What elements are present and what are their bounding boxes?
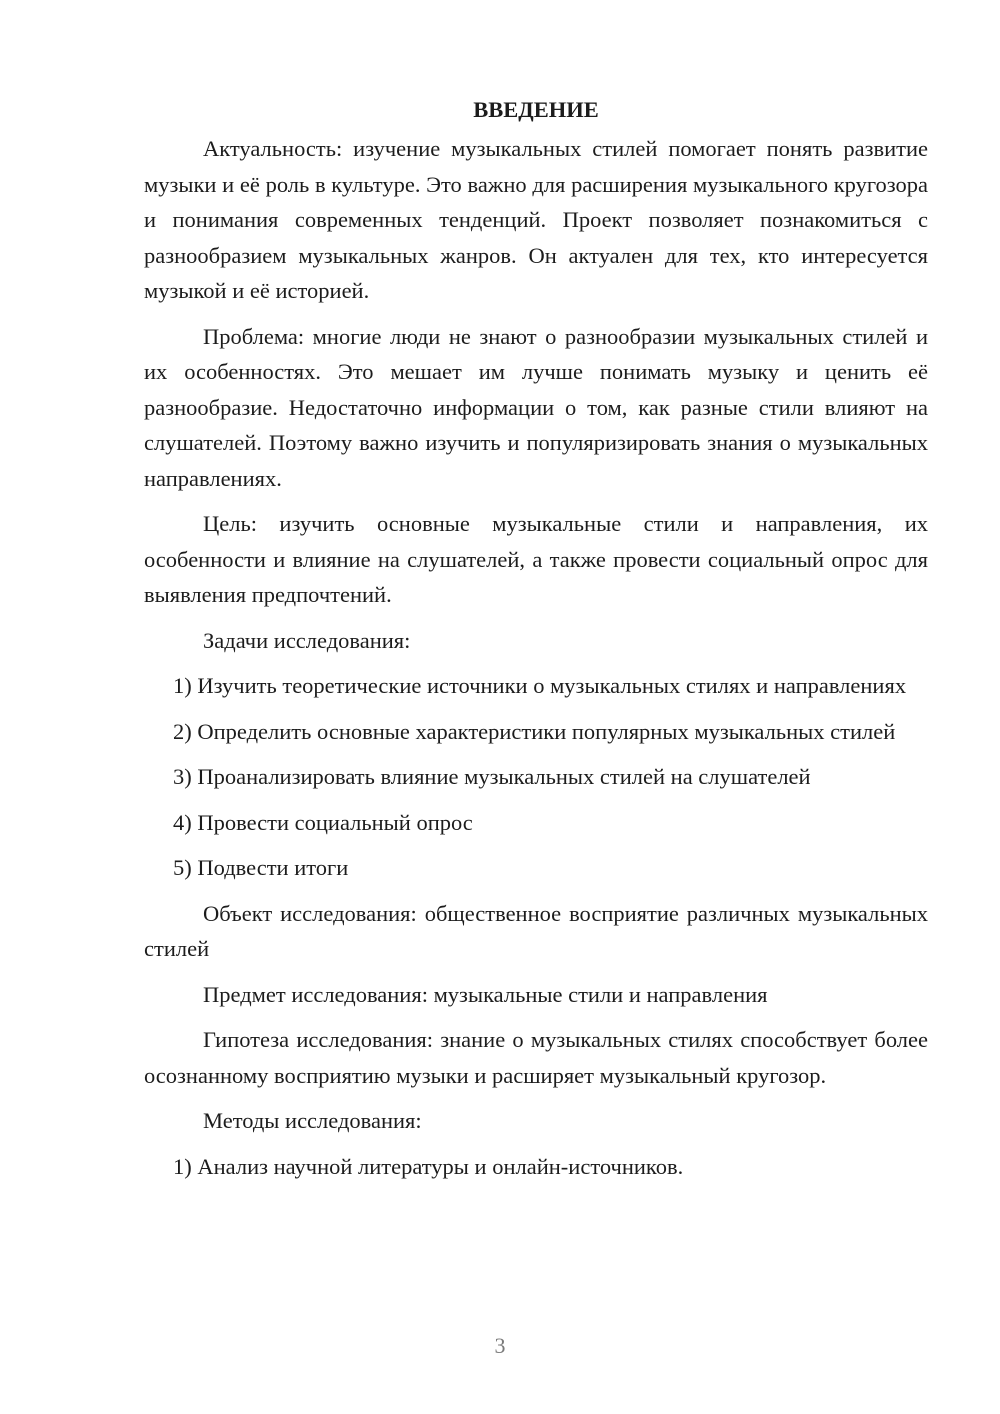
methods-heading: Методы исследования:: [203, 1108, 422, 1133]
method-item-1: 1) Анализ научной литературы и онлайн-источников.: [173, 1153, 684, 1179]
task-item-3: 3) Проанализировать влияние музыкальных стилей на слушателей: [173, 764, 811, 789]
task-item-1: 1) Изучить теоретические источники о музыкальных стилях и направлениях: [173, 673, 907, 698]
subject-paragraph: Предмет исследования: музыкальные стили и направления: [203, 981, 768, 1007]
page-title: ВВЕДЕНИЕ: [473, 97, 599, 122]
object-paragraph: Объект исследования: общественное восприятие различных музыкальных стилей: [144, 900, 928, 961]
task-item-2: 2) Определить основные характеристики популярных музыкальных стилей: [173, 718, 896, 744]
task-item-5: 5) Подвести итоги: [173, 855, 349, 880]
relevance-paragraph: Актуальность: изучение музыкальных стилей помогает понять развитие музыки и её роль в культуре. Это важно для расширения музыкального кругозора и понимания современных тенденций. Проект позволяет познакомиться с разнообразием музыкальных жанров. Он актуален для тех, кто интересуется музыкой и её историей.: [144, 136, 928, 303]
page-number: 3: [494, 1333, 506, 1358]
problem-paragraph: Проблема: многие люди не знают о разнообразии музыкальных стилей и их особенностях. Это мешает им лучше понимать музыку и ценить её разнообразие. Недостаточно информации о том, как разные стили влияют на слушателей. Поэтому важно изучить и популяризировать знания о музыкальных направлениях.: [144, 323, 928, 491]
tasks-heading: Задачи исследования:: [203, 627, 411, 653]
task-item-4: 4) Провести социальный опрос: [173, 809, 473, 835]
document-page: [144, 92, 928, 1194]
goal-paragraph: Цель: изучить основные музыкальные стили и направления, их особенности и влияние на слушателей, а также провести социальный опрос для выявления предпочтений.: [144, 511, 928, 607]
hypothesis-paragraph: Гипотеза исследования: знание о музыкальных стилях способствует более осознанному восприятию музыки и расширяет музыкальный кругозор.: [144, 1027, 928, 1088]
